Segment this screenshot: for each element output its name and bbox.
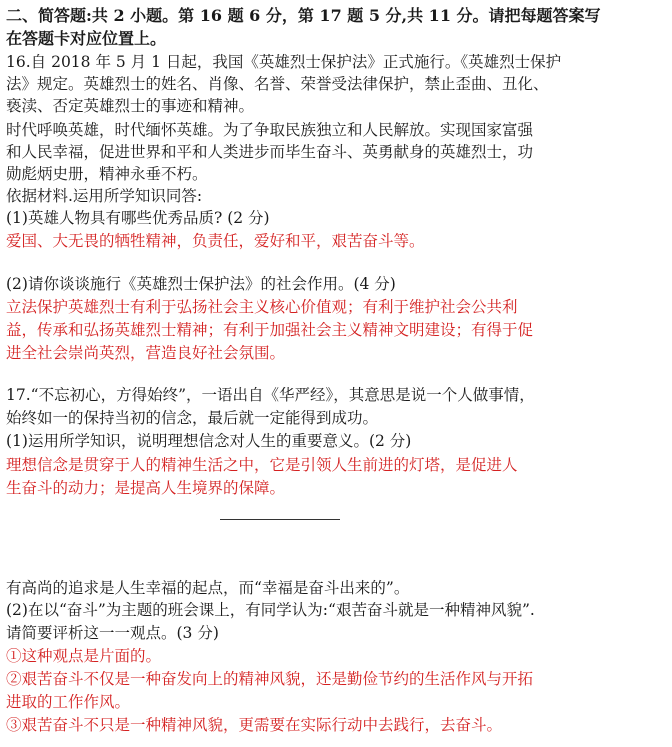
q16-sub1-question: (1)英雄人物具有哪些优秀品质? (2 分) [6,209,270,227]
q17-quote-line: 有高尚的追求是人生幸福的起点，而“幸福是奋斗出来的”。 [6,579,410,597]
q17-sub2-answer-1: ①这种观点是片面的。 [6,647,162,665]
q17-sub2-question-line-2: 请简要评析这一一观点。(3 分) [6,624,219,642]
q17-sub2-answer-2-line-1: ②艰苦奋斗不仅是一种奋发向上的精神风貌，还是勤俭节约的生活作风与开拓 [6,670,534,688]
q16-paragraph-line-3: 勋彪炳史册，精神永垂不朽。 [6,165,208,183]
q16-intro-line-2: 法》规定。英雄烈士的姓名、肖像、名誉、荣誉受法律保护，禁止歪曲、丑化、 [6,75,549,93]
q17-sub2-question-line-1: (2)在以“奋斗”为主题的班会课上，有同学认为:“艰苦奋斗就是一种精神风貌”. [6,601,535,619]
q16-sub1-answer: 爱国、大无畏的牺牲精神，负责任，爱好和平，艰苦奋斗等。 [6,232,425,250]
q17-intro-line-1: 17.“不忘初心，方得始终”，一语出自《华严经》，其意思是说一个人做事情， [6,386,535,404]
q16-intro-line-3: 亵渎、否定英雄烈士的事迹和精神。 [6,97,255,115]
q17-sub1-answer-line-2: 生奋斗的动力；是提高人生境界的保障。 [6,479,286,497]
q17-sub2-answer-2-line-2: 进取的工作作风。 [6,693,131,711]
page-break-rule [220,519,340,520]
q16-instruction: 依据材料.运用所学知识同答: [6,187,203,205]
q16-paragraph-line-2: 和人民幸福，促进世界和平和人类进步而毕生奋斗、英勇献身的英雄烈士，功 [6,143,534,161]
q17-sub1-question: (1)运用所学知识，说明理想信念对人生的重要意义。(2 分) [6,432,412,450]
q16-paragraph-line-1: 时代呼唤英雄，时代缅怀英雄。为了争取民族独立和人民解放。实现国家富强 [6,121,534,139]
q16-intro-line-1: 16.自 2018 年 5 月 1 日起，我国《英雄烈士保护法》正式施行。《英雄烈士保护 [6,53,562,71]
q16-sub2-answer-line-3: 进全社会崇尚英烈，营造良好社会氛围。 [6,344,286,362]
q17-intro-line-2: 始终如一的保持当初的信念，最后就一定能得到成功。 [6,409,379,427]
q17-sub2-answer-3: ③艰苦奋斗不只是一种精神风貌，更需要在实际行动中去践行，去奋斗。 [6,716,503,734]
q17-sub1-answer-line-1: 理想信念是贯穿于人的精神生活之中，它是引领人生前进的灯塔，是促进人 [6,456,518,474]
section-header-line-1: 二、简答题:共 2 小题。第 16 题 6 分，第 17 题 5 分,共 11 分。请把每题答案写 [6,6,601,25]
q16-sub2-question: (2)请你谈谈施行《英雄烈士保护法》的社会作用。(4 分) [6,275,396,293]
q16-sub2-answer-line-1: 立法保护英雄烈士有利于弘扬社会主义核心价值观；有利于维护社会公共利 [6,298,518,316]
q16-sub2-answer-line-2: 益，传承和弘扬英雄烈士精神；有利于加强社会主义精神文明建设；有得于促 [6,321,534,339]
section-header-line-2: 在答题卡对应位置上。 [6,29,167,48]
